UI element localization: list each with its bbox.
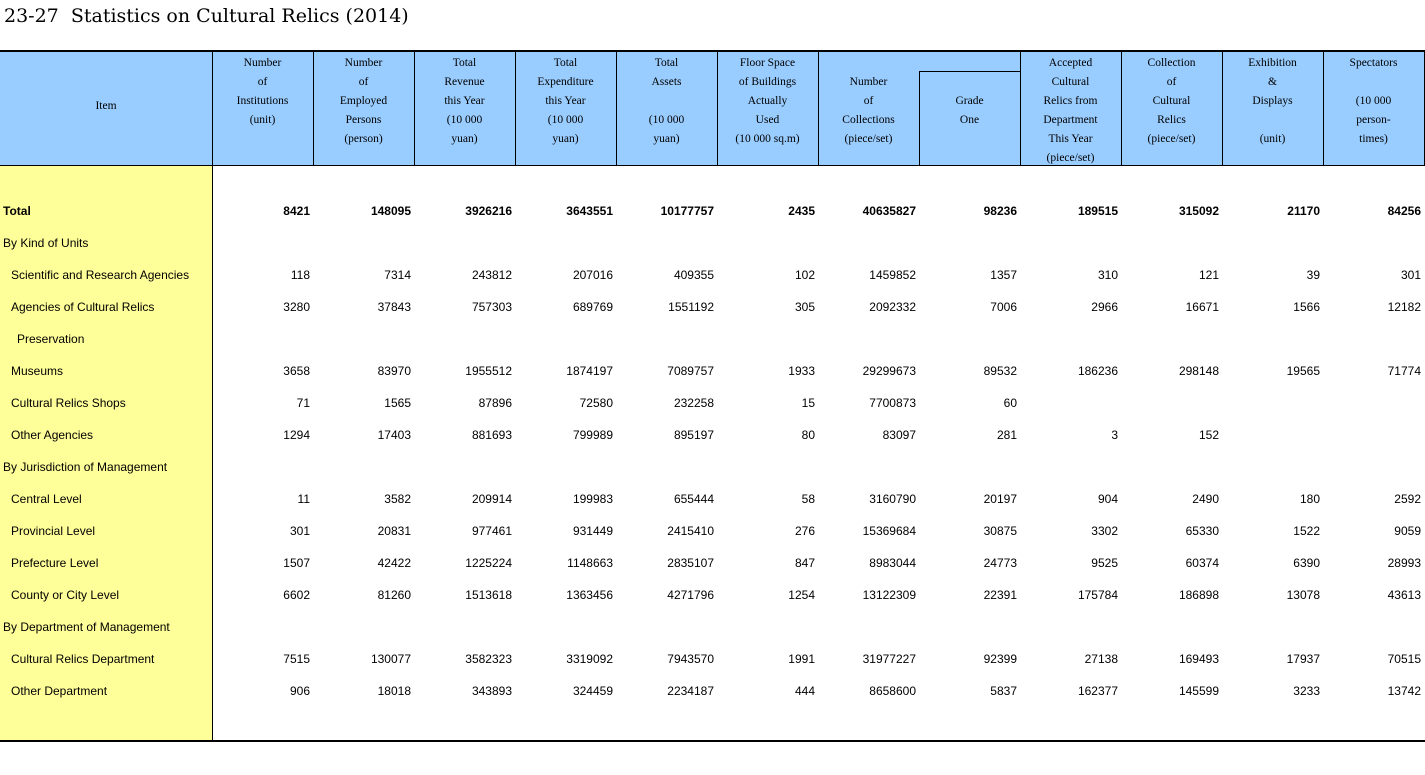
table-cell: 199983 <box>572 492 613 506</box>
column-header-spectators: Spectators (10 000 person- times) <box>1349 57 1398 145</box>
row-label: Museums <box>11 364 64 378</box>
table-cell: 298148 <box>1178 364 1219 378</box>
table-cell: 13742 <box>1387 684 1421 698</box>
table-cell: 7314 <box>384 268 411 282</box>
table-cell: 1225224 <box>465 556 512 570</box>
table-cell: 281 <box>996 428 1017 442</box>
column-header-grade-one: Grade One <box>955 95 984 126</box>
table-cell: 71774 <box>1387 364 1421 378</box>
table-cell: 2435 <box>788 204 815 218</box>
table-cell: 60 <box>1003 396 1017 410</box>
table-row <box>0 684 1425 704</box>
row-label: Preservation <box>17 332 85 346</box>
table-cell: 324459 <box>572 684 613 698</box>
header-column-divider <box>1020 52 1021 166</box>
table-cell: 102 <box>794 268 815 282</box>
table-cell: 904 <box>1097 492 1118 506</box>
table-cell: 2966 <box>1091 300 1118 314</box>
table-cell: 3 <box>1111 428 1118 442</box>
header-column-divider <box>717 52 718 166</box>
table-cell: 2415410 <box>667 524 714 538</box>
table-cell: 20831 <box>377 524 411 538</box>
table-cell: 207016 <box>572 268 613 282</box>
table-row <box>0 620 1425 640</box>
table-cell: 906 <box>289 684 310 698</box>
header-column-divider <box>818 52 819 166</box>
column-header-floor: Floor Space of Buildings Actually Used (10 000 sq.m) <box>735 57 800 145</box>
table-cell: 8983044 <box>869 556 916 570</box>
table-cell: 1459852 <box>869 268 916 282</box>
table-row <box>0 268 1425 288</box>
table-cell: 13122309 <box>862 588 916 602</box>
header-column-divider <box>919 71 920 166</box>
header-column-divider <box>515 52 516 166</box>
table-cell: 89532 <box>983 364 1017 378</box>
table-cell: 1522 <box>1293 524 1320 538</box>
table-row <box>0 332 1425 352</box>
table-cell: 28993 <box>1387 556 1421 570</box>
table-row <box>0 492 1425 512</box>
table-cell: 84256 <box>1387 204 1421 218</box>
column-header-employed: Number of Employed Persons (person) <box>339 57 388 145</box>
table-cell: 1363456 <box>566 588 613 602</box>
table-cell: 130077 <box>370 652 411 666</box>
row-label: Cultural Relics Shops <box>11 396 126 410</box>
table-cell: 24773 <box>983 556 1017 570</box>
row-label: Other Department <box>11 684 108 698</box>
table-cell: 847 <box>794 556 815 570</box>
table-cell: 72580 <box>579 396 613 410</box>
table-cell: 3658 <box>283 364 310 378</box>
table-cell: 11 <box>297 492 310 506</box>
column-header-revenue: Total Revenue this Year (10 000 yuan) <box>444 57 485 145</box>
table-row <box>0 556 1425 576</box>
item-header: Item <box>95 100 117 112</box>
table-cell: 21170 <box>1287 204 1320 218</box>
table-cell: 7089757 <box>667 364 714 378</box>
table-cell: 301 <box>289 524 310 538</box>
table-cell: 409355 <box>673 268 714 282</box>
table-cell: 895197 <box>673 428 714 442</box>
row-label: Agencies of Cultural Relics <box>11 300 155 314</box>
table-cell: 881693 <box>471 428 512 442</box>
column-header-accepted: Accepted Cultural Relics from Department This Year (piece/set) <box>1043 57 1098 164</box>
table-cell: 169493 <box>1178 652 1219 666</box>
table-cell: 4271796 <box>667 588 714 602</box>
table-cell: 81260 <box>377 588 411 602</box>
row-label: Total <box>3 204 31 218</box>
table-cell: 189515 <box>1077 204 1118 218</box>
table-cell: 3582 <box>384 492 411 506</box>
table-cell: 18018 <box>377 684 411 698</box>
table-cell: 977461 <box>471 524 512 538</box>
header-column-divider <box>616 52 617 166</box>
table-cell: 186236 <box>1077 364 1118 378</box>
header-column-divider <box>1121 52 1122 166</box>
table-cell: 3233 <box>1293 684 1320 698</box>
table-cell: 145599 <box>1178 684 1219 698</box>
table-row <box>0 428 1425 448</box>
table-cell: 3926216 <box>465 204 512 218</box>
row-label: Central Level <box>11 492 82 506</box>
table-cell: 1551192 <box>668 300 714 314</box>
table-bottom-rule <box>0 740 1425 742</box>
table-cell: 15369684 <box>862 524 916 538</box>
table-row <box>0 396 1425 416</box>
header-column-divider <box>1323 52 1324 166</box>
table-cell: 655444 <box>673 492 714 506</box>
table-cell: 12182 <box>1387 300 1421 314</box>
table-cell: 31977227 <box>862 652 916 666</box>
table-cell: 43613 <box>1387 588 1421 602</box>
table-cell: 2592 <box>1394 492 1421 506</box>
table-cell: 8421 <box>283 204 310 218</box>
table-row <box>0 236 1425 256</box>
table-cell: 19565 <box>1286 364 1320 378</box>
table-cell: 2835107 <box>667 556 714 570</box>
table-cell: 98236 <box>983 204 1017 218</box>
table-cell: 37843 <box>377 300 411 314</box>
table-cell: 3160790 <box>869 492 916 506</box>
table-cell: 1294 <box>283 428 310 442</box>
row-label: Prefecture Level <box>11 556 99 570</box>
table-cell: 121 <box>1198 268 1219 282</box>
row-label: Provincial Level <box>11 524 96 538</box>
table-cell: 2092332 <box>869 300 916 314</box>
table-cell: 71 <box>296 396 310 410</box>
table-cell: 16671 <box>1185 300 1219 314</box>
table-cell: 10177757 <box>660 204 714 218</box>
header-bottom-rule <box>0 165 1425 166</box>
table-cell: 30875 <box>983 524 1017 538</box>
table-cell: 3643551 <box>566 204 613 218</box>
table-cell: 5837 <box>990 684 1017 698</box>
table-cell: 7006 <box>990 300 1017 314</box>
header-column-divider <box>313 52 314 166</box>
table-cell: 180 <box>1299 492 1320 506</box>
table-cell: 689769 <box>572 300 613 314</box>
table-cell: 83097 <box>882 428 916 442</box>
table-cell: 209914 <box>471 492 512 506</box>
grade-one-divider <box>919 71 1020 72</box>
table-cell: 58 <box>801 492 815 506</box>
table-cell: 310 <box>1097 268 1118 282</box>
table-cell: 1566 <box>1293 300 1320 314</box>
table-row <box>0 364 1425 384</box>
table-cell: 9059 <box>1394 524 1421 538</box>
table-cell: 1933 <box>788 364 815 378</box>
table-cell: 20197 <box>983 492 1017 506</box>
table-cell: 343893 <box>471 684 512 698</box>
table-cell: 301 <box>1400 268 1421 282</box>
table-cell: 80 <box>801 428 815 442</box>
table-cell: 276 <box>794 524 815 538</box>
table-cell: 1148663 <box>567 556 613 570</box>
table-cell: 1565 <box>384 396 411 410</box>
table-cell: 757303 <box>471 300 512 314</box>
column-header-institutions: Number of Institutions (unit) <box>236 57 289 126</box>
table-cell: 17403 <box>377 428 411 442</box>
table-cell: 83970 <box>377 364 411 378</box>
row-label: County or City Level <box>11 588 120 602</box>
table-cell: 315092 <box>1178 204 1219 218</box>
table-cell: 7515 <box>283 652 310 666</box>
row-label: Other Agencies <box>11 428 94 442</box>
table-cell: 22391 <box>983 588 1017 602</box>
row-label: By Kind of Units <box>3 236 89 250</box>
table-cell: 232258 <box>673 396 714 410</box>
table-cell: 1991 <box>788 652 815 666</box>
table-cell: 152 <box>1198 428 1219 442</box>
table-cell: 3582323 <box>465 652 512 666</box>
table-cell: 186898 <box>1178 588 1219 602</box>
table-cell: 799989 <box>572 428 613 442</box>
table-cell: 87896 <box>478 396 512 410</box>
header-column-divider <box>414 52 415 166</box>
table-cell: 1357 <box>990 268 1017 282</box>
table-cell: 931449 <box>572 524 613 538</box>
table-cell: 3302 <box>1091 524 1118 538</box>
table-cell: 3280 <box>283 300 310 314</box>
table-row <box>0 588 1425 608</box>
table-cell: 40635827 <box>862 204 916 218</box>
row-label: Scientific and Research Agencies <box>11 268 190 282</box>
page-title: 23-27 Statistics on Cultural Relics (2014) <box>4 5 409 27</box>
table-cell: 162377 <box>1077 684 1118 698</box>
table-row <box>0 300 1425 320</box>
table-cell: 1254 <box>788 588 815 602</box>
table-cell: 2234187 <box>667 684 714 698</box>
table-cell: 27138 <box>1084 652 1118 666</box>
table-cell: 2490 <box>1192 492 1219 506</box>
table-row <box>0 204 1425 224</box>
column-header-collections: Number of Collections (piece/set) <box>842 76 895 145</box>
table-cell: 1874197 <box>566 364 613 378</box>
table-cell: 7700873 <box>869 396 916 410</box>
table-cell: 3319092 <box>566 652 613 666</box>
table-cell: 42422 <box>377 556 411 570</box>
table-cell: 8658600 <box>869 684 916 698</box>
table-cell: 148095 <box>370 204 411 218</box>
table-cell: 6602 <box>283 588 310 602</box>
table-cell: 70515 <box>1387 652 1421 666</box>
item-column-border <box>212 52 213 742</box>
table-cell: 60374 <box>1185 556 1219 570</box>
header-column-divider <box>1222 52 1223 166</box>
table-cell: 15 <box>801 396 815 410</box>
column-header-assets: Total Assets (10 000 yuan) <box>648 57 685 145</box>
table-row <box>0 652 1425 672</box>
column-header-collection-relics: Collection of Cultural Relics (piece/set) <box>1147 57 1196 145</box>
table-cell: 444 <box>794 684 815 698</box>
table-cell: 175784 <box>1077 588 1118 602</box>
table-cell: 243812 <box>471 268 512 282</box>
table-cell: 13078 <box>1286 588 1320 602</box>
table-cell: 92399 <box>983 652 1017 666</box>
table-cell: 118 <box>290 268 310 282</box>
table-cell: 1507 <box>283 556 310 570</box>
column-header-exhibition: Exhibition & Displays (unit) <box>1248 57 1297 145</box>
table-cell: 1955512 <box>465 364 512 378</box>
table-row <box>0 524 1425 544</box>
column-header-expenditure: Total Expenditure this Year (10 000 yuan) <box>537 57 594 145</box>
table-cell: 17937 <box>1286 652 1320 666</box>
table-row <box>0 460 1425 480</box>
row-label: Cultural Relics Department <box>11 652 155 666</box>
table-cell: 9525 <box>1091 556 1118 570</box>
table-cell: 1513618 <box>465 588 512 602</box>
row-label: By Department of Management <box>3 620 170 634</box>
row-label: By Jurisdiction of Management <box>3 460 168 474</box>
table-cell: 305 <box>794 300 815 314</box>
table-cell: 29299673 <box>862 364 916 378</box>
table-cell: 39 <box>1306 268 1320 282</box>
table-cell: 65330 <box>1185 524 1219 538</box>
table-cell: 7943570 <box>667 652 714 666</box>
table-cell: 6390 <box>1293 556 1320 570</box>
